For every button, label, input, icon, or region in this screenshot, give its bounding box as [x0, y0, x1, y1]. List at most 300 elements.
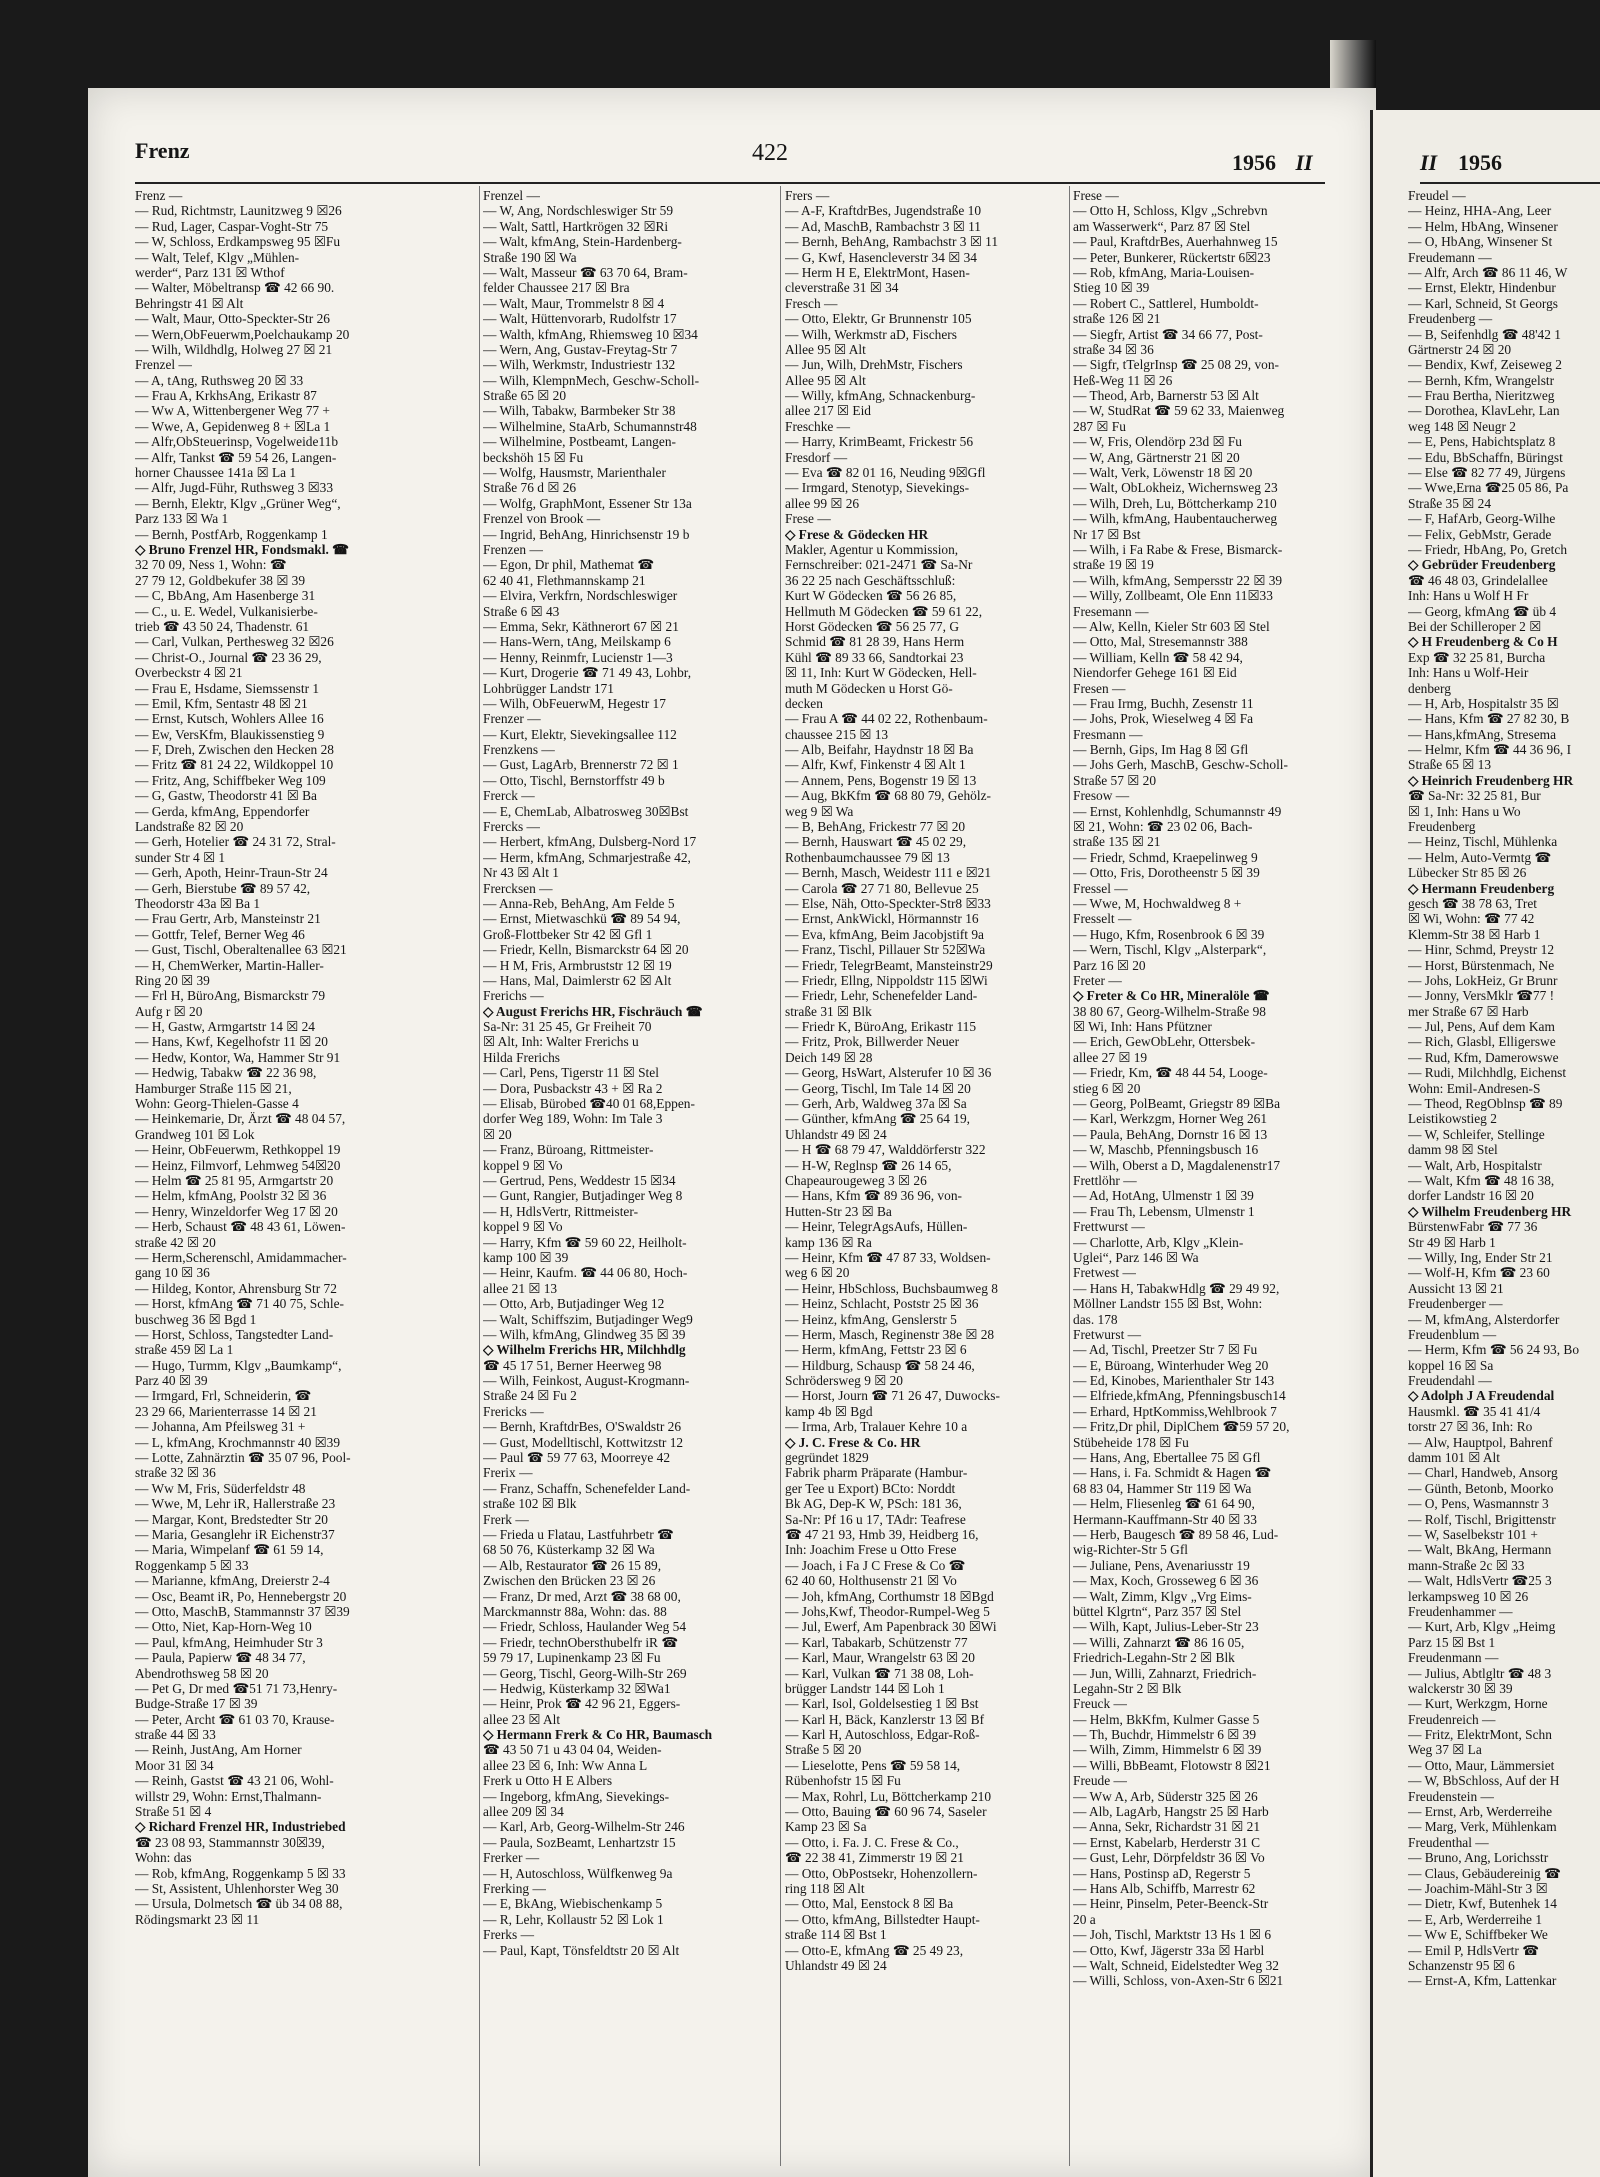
directory-entry-line: — Carl, Pens, Tigerstr 11 ☒ Stel [483, 1065, 659, 1081]
directory-entry-line: Straße 35 ☒ 24 [1408, 495, 1492, 511]
directory-entry-line: — Maria, Gesanglehr iR Eichenstr37 [135, 1526, 335, 1542]
directory-entry-line: — Wolfg, Hausmstr, Marienthaler [483, 465, 666, 481]
directory-entry-line: — Hans, Ang, Ebertallee 75 ☒ Gfl [1073, 1450, 1261, 1466]
directory-entry-line: — Franz, Tischl, Pillauer Str 52☒Wa [785, 942, 986, 958]
directory-entry-line: — Herm, Masch, Reginenstr 38e ☒ 28 [785, 1326, 995, 1342]
directory-entry-line: — Joh, kfmAng, Corthumstr 18 ☒Bgd [785, 1588, 994, 1604]
directory-entry-line: brügger Landstr 144 ☒ Loh 1 [785, 1680, 945, 1696]
directory-entry-line: — Johs,Kwf, Theodor-Rumpel-Weg 5 [785, 1603, 990, 1619]
directory-entry-line: straße 102 ☒ Blk [483, 1496, 577, 1512]
directory-entry-line: — Alfr, Kwf, Finkenstr 4 ☒ Alt 1 [785, 757, 966, 773]
directory-entry-line: — Jul, Ewerf, Am Papenbrack 30 ☒Wi [785, 1619, 997, 1635]
page-number: 422 [752, 140, 788, 166]
directory-entry-line: Frerck — [483, 788, 535, 804]
directory-entry-line: straße 126 ☒ 21 [1073, 311, 1161, 327]
directory-entry-line: Nr 17 ☒ Bst [1073, 526, 1141, 542]
directory-entry-line: — Paul, Kapt, Tönsfeldtstr 20 ☒ Alt [483, 1942, 680, 1958]
directory-entry-line: — Ad, MaschB, Rambachstr 3 ☒ 11 [785, 218, 981, 234]
directory-entry-line: — Wern, Ang, Gustav-Freytag-Str 7 [483, 341, 678, 357]
directory-entry-line: allee 27 ☒ 19 [1073, 1049, 1148, 1065]
directory-entry-line: — Friedr, Schloss, Haulander Weg 54 [483, 1619, 687, 1635]
directory-entry-line: — H, Autoschloss, Wülfkenweg 9a [483, 1865, 673, 1881]
directory-entry-line: Freudenberg — [1408, 311, 1493, 327]
directory-entry-line: — Otto, Arb, Butjadinger Weg 12 [483, 1296, 665, 1312]
directory-entry-line: Wohn: Georg-Thielen-Gasse 4 [135, 1096, 299, 1112]
directory-entry-line: Frenzel — [483, 188, 540, 203]
directory-entry-line: — G, Gastw, Theodorstr 41 ☒ Ba [135, 788, 317, 804]
directory-entry-line: ☒ 21, Wohn: ☎ 23 02 06, Bach- [1073, 819, 1253, 835]
directory-entry-line: ☎ 47 21 93, Hmb 39, Heidberg 16, [785, 1526, 979, 1542]
directory-entry-line: Frettlöhr — [1073, 1173, 1137, 1188]
directory-entry-line: Uhlandstr 49 ☒ 24 [785, 1957, 887, 1973]
directory-entry-line: Freude — [1073, 1773, 1127, 1789]
directory-entry-line: — Ingeborg, kfmAng, Sievekings- [483, 1788, 670, 1804]
directory-entry-line: Weg 37 ☒ La [1408, 1742, 1482, 1758]
directory-entry-line: Kamp 23 ☒ Sa [785, 1819, 867, 1835]
directory-entry-line: damm 98 ☒ Stel [1408, 1142, 1498, 1158]
directory-entry-line: allee 217 ☒ Eid [785, 403, 871, 419]
directory-entry-line: — Friedr, technObersthubelfr iR ☎ [483, 1634, 679, 1650]
directory-entry-line: — Joachim-Mähl-Str 3 ☒ [1408, 1880, 1548, 1896]
directory-entry-line: Zwischen den Brücken 23 ☒ 26 [483, 1573, 656, 1589]
directory-entry-line: 20 a [1073, 1911, 1096, 1927]
directory-entry-line: — W, Maschb, Pfenningsbusch 16 [1073, 1142, 1259, 1158]
directory-entry-line: Allee 95 ☒ Alt [785, 341, 866, 357]
column-divider [479, 186, 480, 2166]
directory-entry-line: — Walt, HdlsVertr ☎25 3 [1408, 1573, 1552, 1589]
directory-entry-line: Ring 20 ☒ 39 [135, 972, 210, 988]
directory-entry-line: — Johanna, Am Pfeilsweg 31 + [135, 1419, 306, 1435]
directory-entry-line: Frettwurst — [1073, 1219, 1145, 1235]
directory-entry-line: — Walt, Hüttenvorarb, Rudolfstr 17 [483, 311, 677, 327]
directory-entry-line: buschweg 36 ☒ Bgd 1 [135, 1311, 257, 1327]
directory-entry-line: willstr 29, Wohn: Ernst,Thalmann- [135, 1788, 322, 1804]
directory-entry-line: — Walt, Telef, Klgv „Mühlen- [135, 249, 300, 265]
directory-entry-line: — Walt, Schiffszim, Butjadinger Weg9 [483, 1311, 693, 1327]
directory-entry-line: Frericks — [483, 1403, 544, 1419]
directory-entry-line: — Frau A ☎ 44 02 22, Rothenbaum- [785, 711, 988, 727]
directory-entry-line: ☎ 43 50 71 u 43 04 04, Weiden- [483, 1742, 662, 1758]
directory-entry-line: — H, Arb, Hospitalstr 35 ☒ [1408, 695, 1559, 711]
directory-entry-line: — Gust, Tischl, Oberaltenallee 63 ☒21 [135, 942, 347, 958]
directory-entry-line: — Ww A, Arb, Süderstr 325 ☒ 26 [1073, 1788, 1258, 1804]
directory-entry-line: — Georg, Tischl, Im Tale 14 ☒ 20 [785, 1080, 971, 1096]
directory-entry-line: cleverstraße 31 ☒ 34 [785, 280, 899, 296]
directory-entry-line: Frese — [785, 511, 831, 527]
directory-entry-line: — Gust, LagArb, Brennerstr 72 ☒ 1 [483, 757, 679, 773]
directory-entry-line: — Ernst, Kutsch, Wohlers Allee 16 [135, 711, 324, 727]
directory-entry-line: gang 10 ☒ 36 [135, 1265, 210, 1281]
directory-entry-line: — Paula, SozBeamt, Lenhartzstr 15 [483, 1834, 676, 1850]
directory-entry-line: — Walt, Verk, Löwenstr 18 ☒ 20 [1073, 465, 1253, 481]
directory-entry-line: — Hans H, TabakwHdlg ☎ 29 49 92, [1073, 1280, 1280, 1296]
directory-entry-line: — Hans, Kfm ☎ 27 82 30, B [1408, 711, 1570, 727]
directory-entry-line: — Rob, kfmAng, Roggenkamp 5 ☒ 33 [135, 1865, 346, 1881]
directory-entry-line: Frenzkens — [483, 742, 555, 758]
directory-entry-line: — Kurt, Werkzgm, Horne [1408, 1696, 1548, 1712]
directory-entry-line: — Alw, Hauptpol, Bahrenf [1408, 1434, 1553, 1450]
directory-entry-line: — Gust, Lehr, Dörpfeldstr 36 ☒ Vo [1073, 1850, 1265, 1866]
directory-entry-line: — Heinz, kfmAng, Genslerstr 5 [785, 1311, 957, 1327]
directory-entry-line: — Emil, Kfm, Sentastr 48 ☒ 21 [135, 695, 308, 711]
directory-entry-line: Freudenthal — [1408, 1834, 1489, 1850]
directory-entry-line: — Ernst, Arb, Werderreihe [1408, 1804, 1553, 1820]
directory-entry-line: — Walt, Masseur ☎ 63 70 64, Bram- [483, 264, 688, 280]
directory-entry-line: allee 99 ☒ 26 [785, 495, 860, 511]
directory-entry-line: — Günther, kfmAng ☎ 25 64 19, [785, 1111, 970, 1127]
directory-entry-line: — Wwe, A, Gepidenweg 8 + ☒La 1 [135, 418, 331, 434]
directory-entry-line: — Lotte, Zahnärztin ☎ 35 07 96, Pool- [135, 1450, 351, 1466]
directory-entry-line: Aussicht 13 ☒ 21 [1408, 1280, 1504, 1296]
directory-entry-line: damm 101 ☒ Alt [1408, 1450, 1500, 1466]
directory-entry-line: — E, Arb, Werderreihe 1 [1408, 1911, 1543, 1927]
directory-entry-line: — F, HafArb, Georg-Wilhe [1408, 511, 1556, 527]
directory-entry-line: Parz 15 ☒ Bst 1 [1408, 1634, 1496, 1650]
header-rule [135, 182, 1325, 184]
directory-entry-line: decken [785, 695, 823, 711]
directory-entry-line: — Dorothea, KlavLehr, Lan [1408, 403, 1560, 419]
directory-entry-line: — Helmr, Kfm ☎ 44 36 96, I [1408, 742, 1572, 758]
directory-entry-line: straße 31 ☒ Blk [785, 1003, 872, 1019]
directory-entry-line: Hilda Frerichs [483, 1049, 560, 1065]
directory-entry-line: — Frau Gertr, Arb, Mansteinstr 21 [135, 911, 321, 927]
directory-entry-line: stieg 6 ☒ 20 [1073, 1080, 1141, 1096]
directory-entry-line: — Hugo, Kfm, Rosenbrook 6 ☒ 39 [1073, 926, 1265, 942]
directory-entry-line: — Willy, kfmAng, Schnackenburg- [785, 388, 976, 404]
directory-entry-line: — Elisab, Bürobed ☎40 01 68,Eppen- [483, 1096, 695, 1112]
directory-entry-line: — Herb, Schaust ☎ 48 43 61, Löwen- [135, 1219, 346, 1235]
directory-entry-line: allee 21 ☒ 13 [483, 1280, 558, 1296]
directory-entry-line: — Jonny, VersMklr ☎77 ! [1408, 988, 1555, 1004]
directory-entry-line: Schmid ☎ 81 28 39, Hans Herm [785, 634, 965, 650]
directory-entry-line: wig-Richter-Str 5 Gfl [1073, 1542, 1189, 1558]
directory-entry-line: — W, Schloss, Erdkampsweg 95 ☒Fu [135, 234, 341, 250]
directory-entry-line: 287 ☒ Fu [1073, 418, 1126, 434]
directory-entry-line: — H ☎ 68 79 47, Walddörferstr 322 [785, 1142, 986, 1158]
directory-entry-line: — Max, Koch, Grosseweg 6 ☒ 36 [1073, 1573, 1259, 1589]
directory-entry-line: Frenzen — [483, 541, 543, 557]
directory-entry-line: Landstraße 82 ☒ 20 [135, 819, 244, 835]
directory-entry-line: — Gunt, Rangier, Butjadinger Weg 8 [483, 1188, 683, 1204]
directory-entry-line: — Karl, Tabakarb, Schützenstr 77 [785, 1634, 968, 1650]
directory-entry-line: Frerks — [483, 1927, 534, 1943]
directory-entry-line: — Kurt, Drogerie ☎ 71 49 43, Lohbr, [483, 665, 692, 681]
directory-entry-line: — Otto-E, kfmAng ☎ 25 49 23, [785, 1942, 964, 1958]
directory-entry-line: — M, kfmAng, Alsterdorfer [1408, 1311, 1560, 1327]
directory-entry-line: — Heinz, Schlacht, Poststr 25 ☒ 36 [785, 1296, 979, 1312]
directory-entry-line: 23 29 66, Marienterrasse 14 ☒ 21 [135, 1403, 317, 1419]
directory-entry-line: Freudenstein — [1408, 1788, 1494, 1804]
directory-entry-line: lerkampsweg 10 ☒ 26 [1408, 1588, 1529, 1604]
directory-entry-line: — Heinr, Kfm ☎ 47 87 33, Woldsen- [785, 1249, 991, 1265]
directory-entry-line: dorfer Weg 189, Wohn: Im Tale 3 [483, 1111, 663, 1127]
directory-entry-line: ◇ J. C. Frese & Co. HR [785, 1434, 921, 1450]
directory-entry-line: ☒ Wi, Inh: Hans Pfützner [1073, 1019, 1212, 1035]
directory-entry-line: Freudenblum — [1408, 1326, 1497, 1342]
directory-entry-line: Frers — [785, 188, 830, 203]
directory-entry-line: — Frau Th, Lebensm, Ulmenstr 1 [1073, 1203, 1255, 1219]
directory-entry-line: — W, Saselbekstr 101 + [1408, 1526, 1538, 1542]
directory-entry-line: — F, Dreh, Zwischen den Hecken 28 [135, 742, 334, 758]
directory-entry-line: — Ernst, Kohlenhdlg, Schumannstr 49 [1073, 803, 1282, 819]
directory-entry-line: — Karl, Vulkan ☎ 71 38 08, Loh- [785, 1665, 974, 1681]
directory-entry-line: Hellmuth M Gödecken ☎ 59 61 22, [785, 603, 983, 619]
directory-entry-line: — B, BehAng, Frickestr 77 ☒ 20 [785, 819, 966, 835]
directory-entry-line: trieb ☎ 43 50 24, Thadenstr. 61 [135, 618, 310, 634]
directory-entry-line: — Eva, kfmAng, Beim Jacobjstift 9a [785, 926, 984, 942]
directory-entry-line: — Hans, Mal, Daimlerstr 62 ☒ Alt [483, 972, 672, 988]
directory-entry-line: straße 114 ☒ Bst 1 [785, 1927, 887, 1943]
directory-entry-line: Klemm-Str 38 ☒ Harb 1 [1408, 926, 1541, 942]
directory-entry-line: Frercks — [483, 819, 540, 835]
directory-entry-line: — Johs Gerh, MaschB, Geschw-Scholl- [1073, 757, 1288, 773]
directory-entry-line: Fresch — [785, 295, 838, 311]
directory-entry-line: — Georg, PolBeamt, Griegstr 89 ☒Ba [1073, 1096, 1281, 1112]
directory-entry-line: Leistikowstieg 2 [1408, 1111, 1497, 1127]
directory-entry-line: — Hans, Kfm ☎ 89 36 96, von- [785, 1188, 962, 1204]
directory-entry-line: — Fritz, Prok, Billwerder Neuer [785, 1034, 960, 1050]
directory-entry-line: — Emma, Sekr, Käthnerort 67 ☒ 21 [483, 618, 679, 634]
directory-entry-line: Frerker — [483, 1850, 540, 1866]
directory-entry-line: Rothenbaumchaussee 79 ☒ 13 [785, 849, 950, 865]
directory-entry-line: — E, BkAng, Wiebischenkamp 5 [483, 1896, 663, 1912]
directory-entry-line: — Helm, kfmAng, Poolstr 32 ☒ 36 [135, 1188, 327, 1204]
directory-entry-line: — G, Kwf, Hasencleverstr 34 ☒ 34 [785, 249, 977, 265]
directory-entry-line: — Karl, Isol, Goldelsestieg 1 ☒ Bst [785, 1696, 979, 1712]
directory-entry-line: 27 79 12, Goldbekufer 38 ☒ 39 [135, 572, 306, 588]
directory-entry-line: chaussee 215 ☒ 13 [785, 726, 889, 742]
directory-entry-line: Fabrik pharm Präparate (Hambur- [785, 1465, 968, 1481]
directory-entry-line: — E, Pens, Habichtsplatz 8 [1408, 434, 1556, 450]
directory-entry-line: — Wilh, i Fa Rabe & Frese, Bismarck- [1073, 541, 1283, 557]
directory-entry-line: — Helm, Fliesenleg ☎ 61 64 90, [1073, 1496, 1255, 1512]
directory-entry-line: Gärtnerstr 24 ☒ 20 [1408, 341, 1512, 357]
directory-entry-line: Hermann-Kauffmann-Str 40 ☒ 33 [1073, 1511, 1257, 1527]
directory-entry-line: — Gottfr, Telef, Berner Weg 46 [135, 926, 305, 942]
directory-entry-line: Groß-Flottbeker Str 42 ☒ Gfl 1 [483, 926, 653, 942]
directory-entry-line: ☎ 23 08 93, Stammannstr 30☒39, [135, 1834, 325, 1850]
directory-entry-line: — Rob, kfmAng, Maria-Louisen- [1073, 264, 1255, 280]
directory-entry-line: — Ernst, Kabelarb, Herderstr 31 C [1073, 1834, 1261, 1850]
directory-entry-line: beckshöh 15 ☒ Fu [483, 449, 584, 465]
directory-entry-line: — Else, Näh, Otto-Speckter-Str8 ☒33 [785, 895, 991, 911]
directory-entry-line: — R, Lehr, Kollaustr 52 ☒ Lok 1 [483, 1911, 664, 1927]
directory-entry-line: 38 80 67, Georg-Wilhelm-Straße 98 [1073, 1003, 1266, 1019]
directory-entry-line: — Elvira, Verkfrn, Nordschleswiger [483, 588, 678, 604]
directory-entry-line: Frenzel von Brook — [483, 511, 601, 527]
directory-entry-line: — Gerh, Bierstube ☎ 89 57 42, [135, 880, 311, 896]
directory-entry-line: werder“, Parz 131 ☒ Wthof [135, 264, 285, 280]
directory-entry-line: Nr 43 ☒ Alt 1 [483, 865, 559, 881]
directory-entry-line: — W, StudRat ☎ 59 62 33, Maienweg [1073, 403, 1285, 419]
directory-entry-line: Fretwurst — [1073, 1326, 1142, 1342]
directory-entry-line: Kurt W Gödecken ☎ 56 26 85, [785, 588, 957, 604]
directory-entry-line: — Hugo, Turmm, Klgv „Baumkamp“, [135, 1357, 342, 1373]
directory-entry-line: — Hildeg, Kontor, Ahrensburg Str 72 [135, 1280, 337, 1296]
directory-entry-line: — Pet G, Dr med ☎51 71 73,Henry- [135, 1680, 338, 1696]
directory-entry-line: — Wolf-H, Kfm ☎ 23 60 [1408, 1265, 1550, 1281]
directory-entry-line: Stieg 10 ☒ 39 [1073, 280, 1150, 296]
directory-entry-line: — Wilh, Kapt, Julius-Leber-Str 23 [1073, 1619, 1259, 1635]
directory-entry-line: Schrödersweg 9 ☒ 20 [785, 1373, 903, 1389]
directory-entry-line: Abendrothsweg 58 ☒ 20 [135, 1665, 269, 1681]
column-4 [1073, 188, 1343, 1989]
directory-entry-line: Exp ☎ 32 25 81, Burcha [1408, 649, 1546, 665]
directory-entry-line: — Friedr, HbAng, Po, Gretch [1408, 541, 1568, 557]
directory-entry-line: — Julius, Abtlgltr ☎ 48 3 [1408, 1665, 1552, 1681]
directory-entry-line: — Ernst-A, Kfm, Lattenkar [1408, 1973, 1557, 1989]
directory-entry-line: Straße 76 d ☒ 26 [483, 480, 577, 496]
directory-entry-line: — C., u. E. Wedel, Vulkanisierbe- [135, 603, 318, 619]
directory-entry-line: — Franz, Schaffn, Schenefelder Land- [483, 1480, 691, 1496]
directory-entry-line: — O, HbAng, Winsener St [1408, 234, 1553, 250]
directory-entry-line: — Ad, HotAng, Ulmenstr 1 ☒ 39 [1073, 1188, 1254, 1204]
directory-entry-line: Fresow — [1073, 788, 1130, 804]
directory-entry-line: Moor 31 ☒ 34 [135, 1757, 214, 1773]
directory-entry-line: — Kurt, Arb, Klgv „Heimg [1408, 1619, 1556, 1635]
directory-entry-line: — Th, Buchdr, Himmelstr 6 ☒ 39 [1073, 1727, 1257, 1743]
directory-entry-line: — H-W, Reglnsp ☎ 26 14 65, [785, 1157, 952, 1173]
directory-entry-line: ☒ 1, Inh: Hans u Wo [1408, 803, 1521, 819]
directory-entry-line: Parz 16 ☒ 20 [1073, 957, 1146, 973]
directory-entry-line: — Otto, Tischl, Bernstorffstr 49 b [483, 772, 665, 788]
directory-entry-line: — Harry, Kfm ☎ 59 60 22, Heilholt- [483, 1234, 687, 1250]
column-5-facing [1408, 188, 1600, 1989]
directory-entry-line: Fernschreiber: 021-2471 ☎ Sa-Nr [785, 557, 973, 573]
directory-entry-line: ◇ Freter & Co HR, Mineralöle ☎ [1073, 988, 1270, 1004]
directory-entry-line: — Ernst, AnkWickl, Hörmannstr 16 [785, 911, 979, 927]
directory-entry-line: — Marianne, kfmAng, Dreierstr 2-4 [135, 1573, 330, 1589]
directory-entry-line: — Jul, Pens, Auf dem Kam [1408, 1019, 1555, 1035]
directory-entry-line: Frese — [1073, 188, 1119, 203]
directory-entry-line: ◇ Hermann Freudenberg [1408, 880, 1555, 896]
directory-entry-line: — Frau E, Hsdame, Siemssenstr 1 [135, 680, 320, 696]
directory-entry-line: — Heinr, Kaufm. ☎ 44 06 80, Hoch- [483, 1265, 688, 1281]
directory-entry-line: — Hinr, Schmd, Preystr 12 [1408, 942, 1555, 958]
directory-entry-line: — Johs, Prok, Wieselweg 4 ☒ Fa [1073, 711, 1254, 727]
directory-entry-line: ◇ Richard Frenzel HR, Industriebed [135, 1819, 346, 1835]
directory-entry-line: — W, Schleifer, Stellinge [1408, 1126, 1545, 1142]
directory-entry-line: — Anna, Sekr, Richardstr 31 ☒ 21 [1073, 1819, 1261, 1835]
directory-entry-line: — Theod, Arb, Barnerstr 53 ☒ Alt [1073, 388, 1259, 404]
directory-entry-line: — Bernh, Kfm, Wrangelstr [1408, 372, 1555, 388]
directory-entry-line: — H, HdlsVertr, Rittmeister- [483, 1203, 639, 1219]
directory-entry-line: — W, Fris, Olendörp 23d ☒ Fu [1073, 434, 1242, 450]
directory-entry-line: — Theod, RegOblnsp ☎ 89 [1408, 1096, 1563, 1112]
directory-entry-line: — C, BbAng, Am Hasenberge 31 [135, 588, 316, 604]
directory-entry-line: — B, Seifenhdlg ☎ 48'42 1 [1408, 326, 1561, 342]
directory-entry-line: — Willi, BbBeamt, Flotowstr 8 ☒21 [1073, 1757, 1271, 1773]
directory-entry-line: — Frau Bertha, Nieritzweg [1408, 388, 1555, 404]
directory-entry-line: — Horst, kfmAng ☎ 71 40 75, Schle- [135, 1296, 344, 1312]
directory-entry-line: — Horst, Schloss, Tangstedter Land- [135, 1326, 334, 1342]
directory-entry-line: — Margar, Kont, Bredstedter Str 20 [135, 1511, 328, 1527]
directory-entry-line: — Robert C., Sattlerel, Humboldt- [1073, 295, 1259, 311]
directory-entry-line: Hutten-Str 23 ☒ Ba [785, 1203, 892, 1219]
directory-entry-line: straße 44 ☒ 33 [135, 1727, 216, 1743]
directory-entry-line: — Gust, Modelltischl, Kottwitzstr 12 [483, 1434, 684, 1450]
directory-entry-line: — Karl, Arb, Georg-Wilhelm-Str 246 [483, 1819, 685, 1835]
directory-entry-line: kamp 136 ☒ Ra [785, 1234, 872, 1250]
directory-entry-line: walckerstr 30 ☒ 39 [1408, 1680, 1513, 1696]
directory-entry-line: — Carola ☎ 27 71 80, Bellevue 25 [785, 880, 979, 896]
directory-entry-line: — Hans Alb, Schiffb, Marrestr 62 [1073, 1880, 1256, 1896]
page-title: Frenz [135, 138, 190, 163]
directory-entry-line: Straße 6 ☒ 43 [483, 603, 560, 619]
directory-entry-line: ☎ Sa-Nr: 32 25 81, Bur [1408, 788, 1541, 804]
directory-entry-line: Uhlandstr 49 ☒ 24 [785, 1126, 887, 1142]
directory-entry-line: Freschke — [785, 418, 851, 434]
volume-roman: II [1295, 150, 1313, 175]
directory-entry-line: — Willy, Ing, Ender Str 21 [1408, 1249, 1553, 1265]
directory-entry-line: ☒ Alt, Inh: Walter Frerichs u [483, 1034, 639, 1050]
directory-entry-line: — Wilh, kfmAng, Glindweg 35 ☒ 39 [483, 1326, 686, 1342]
directory-entry-line: torstr 27 ☒ 36, Inh: Ro [1408, 1419, 1533, 1435]
directory-entry-line: — Rud, Richtmstr, Launitzweg 9 ☒26 [135, 203, 342, 219]
directory-entry-line: — Walt, kfmAng, Stein-Hardenberg- [483, 234, 682, 250]
directory-entry-line: ☒ 20 [483, 1126, 512, 1142]
directory-entry-line: — Friedr K, BüroAng, Erikastr 115 [785, 1019, 977, 1035]
directory-entry-line: — Jun, Wilh, DrehMstr, Fischers [785, 357, 963, 373]
directory-entry-line: — Herm,Scherenschl, Amidammacher- [135, 1249, 347, 1265]
directory-entry-line: Straße 190 ☒ Wa [483, 249, 577, 265]
directory-entry-line: — Willi, Zahnarzt ☎ 86 16 05, [1073, 1634, 1245, 1650]
directory-entry-line: — E, Büroang, Winterhuder Weg 20 [1073, 1357, 1269, 1373]
directory-entry-line: weg 148 ☒ Neugr 2 [1408, 418, 1516, 434]
directory-entry-line: das. 178 [1073, 1311, 1118, 1327]
directory-entry-line: — Alb, Restaurator ☎ 26 15 89, [483, 1557, 662, 1573]
directory-entry-line: — W, BbSchloss, Auf der H [1408, 1773, 1560, 1789]
directory-entry-line: — Irmgard, Stenotyp, Sievekings- [785, 480, 970, 496]
directory-entry-line: Aufg r ☒ 20 [135, 1003, 203, 1019]
directory-entry-line: Freudenreich — [1408, 1711, 1496, 1727]
directory-entry-line: — Friedr, Ellng, Nippoldstr 115 ☒Wi [785, 972, 988, 988]
directory-entry-line: — Wilhelmine, StaArb, Schumannstr48 [483, 418, 697, 434]
directory-entry-line: Overbeckstr 4 ☒ 21 [135, 665, 243, 681]
directory-entry-line: — Walt, Maur, Trommelstr 8 ☒ 4 [483, 295, 665, 311]
directory-entry-line: — Dietr, Kwf, Butenhek 14 [1408, 1896, 1557, 1912]
directory-entry-line: ☒ Wi, Wohn: ☎ 77 42 [1408, 911, 1535, 927]
directory-entry-line: — Ww A, Wittenbergener Weg 77 + [135, 403, 330, 419]
directory-entry-line: — Frau A, KrkhsAng, Erikastr 87 [135, 388, 317, 404]
directory-entry-line: — H, Gastw, Armgartstr 14 ☒ 24 [135, 1019, 315, 1035]
directory-entry-line: — Willy, Zollbeamt, Ole Enn 11☒33 [1073, 588, 1273, 604]
directory-entry-line: mann-Straße 2c ☒ 33 [1408, 1557, 1525, 1573]
directory-entry-line: Frerix — [483, 1465, 533, 1481]
directory-entry-line: Inh: Hans u Wolf H Fr [1408, 588, 1529, 604]
directory-entry-line: Inh: Joachim Frese u Otto Frese [785, 1542, 957, 1558]
directory-entry-line: — Wolfg, GraphMont, Essener Str 13a [483, 495, 692, 511]
directory-entry-line: Freudenhammer — [1408, 1603, 1513, 1619]
directory-entry-line: 32 70 09, Ness 1, Wohn: ☎ [135, 557, 287, 573]
directory-entry-line: Frerking — [483, 1880, 546, 1896]
directory-entry-line: — Alfr, Arch ☎ 86 11 46, W [1408, 264, 1568, 280]
directory-entry-line: — Wilh, Oberst a D, Magdalenenstr17 [1073, 1157, 1281, 1173]
directory-entry-line: Lohbrügger Landstr 171 [483, 680, 614, 696]
directory-entry-line: ◇ H Freudenberg & Co H [1408, 634, 1558, 650]
directory-entry-line: Wohn: das [135, 1850, 192, 1866]
directory-entry-line: — Heinz, Filmvorf, Lehmweg 54☒20 [135, 1157, 341, 1173]
directory-entry-line: büttel Klgrtn“, Parz 357 ☒ Stel [1073, 1603, 1242, 1619]
directory-entry-line: — Hans-Wern, tAng, Meilskamp 6 [483, 634, 671, 650]
directory-entry-line: — Friedr, TelegrBeamt, Mansteinstr29 [785, 957, 993, 973]
directory-entry-line: Parz 40 ☒ 39 [135, 1373, 208, 1389]
directory-entry-line: muth M Gödecken u Horst Gö- [785, 680, 953, 696]
directory-entry-line: Frenzer — [483, 711, 541, 727]
directory-entry-line: — Willi, Schloss, von-Axen-Str 6 ☒21 [1073, 1973, 1284, 1989]
directory-entry-line: am Wasserwerk“, Parz 87 ☒ Stel [1073, 218, 1251, 234]
directory-entry-line: — Fritz,Dr phil, DiplChem ☎59 57 20, [1073, 1419, 1290, 1435]
